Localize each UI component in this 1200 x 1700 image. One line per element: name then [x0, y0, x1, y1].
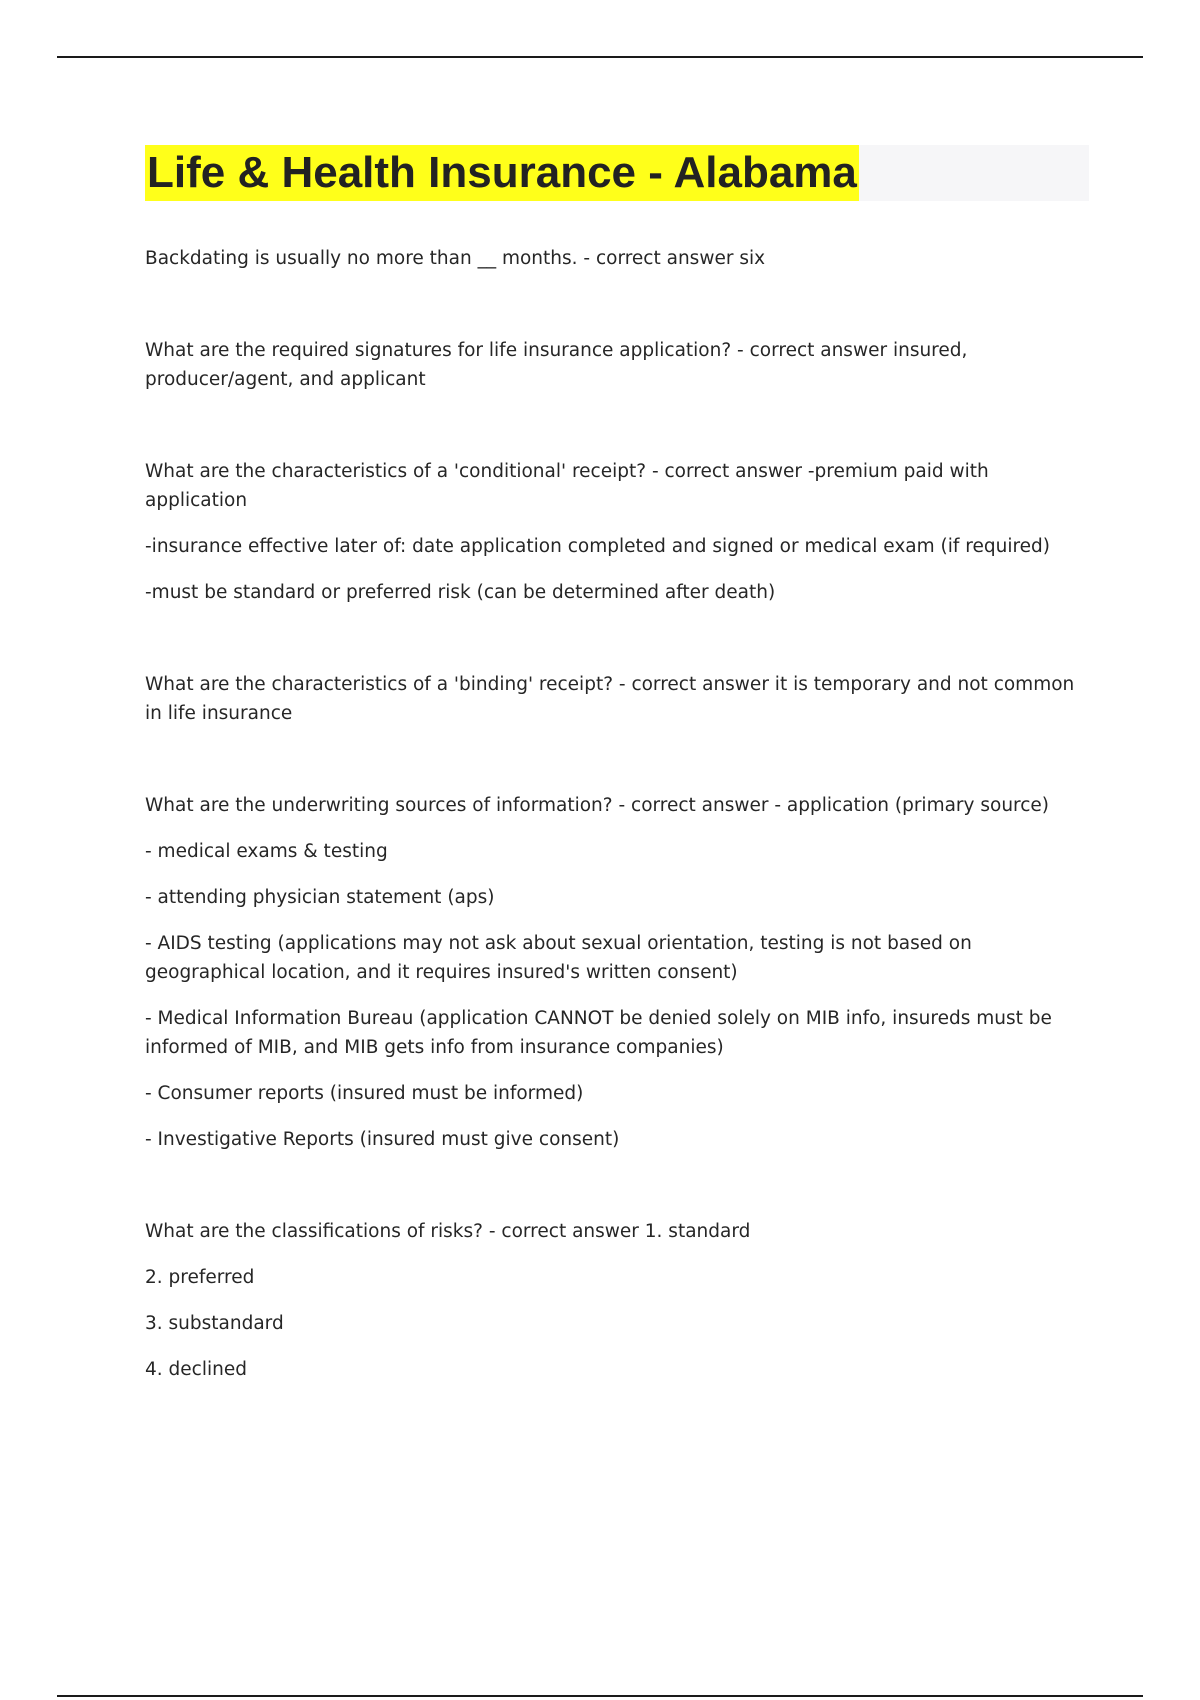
- qa-block: [145, 244, 1075, 273]
- answer-item: - Medical Information Bureau (application CANNOT be denied solely on MIB info, insureds must be informed of MIB, and MIB gets info from insurance companies): [145, 1008, 1052, 1058]
- document-title: Life & Health Insurance - Alabama: [145, 145, 859, 201]
- answer-item: -must be standard or preferred risk (can be determined after death): [145, 582, 776, 603]
- answer-item: - medical exams & testing: [145, 841, 388, 862]
- answer-item: -insurance effective later of: date application completed and signed or medical exam (if required): [145, 536, 1051, 557]
- question-paragraph: What are the characteristics of a 'conditional' receipt? - correct answer -premium paid with application: [145, 461, 989, 511]
- block-spacer: [145, 745, 1075, 791]
- qa-block: [145, 336, 1075, 394]
- page-top-rule: [57, 56, 1143, 58]
- block-spacer: [145, 1171, 1075, 1217]
- page-bottom-rule: [57, 1695, 1143, 1697]
- block-spacer: [145, 411, 1075, 457]
- answer-item: 4. declined: [145, 1359, 247, 1380]
- question-paragraph: What are the classifications of risks? - correct answer 1. standard: [145, 1221, 751, 1242]
- qa-block: [145, 791, 1075, 1154]
- document-body: [145, 244, 1075, 1401]
- answer-item: - AIDS testing (applications may not ask about sexual orientation, testing is not based on geographical location, and it requires insured's written consent): [145, 933, 972, 983]
- answer-item: 2. preferred: [145, 1267, 255, 1288]
- answer-item: - attending physician statement (aps): [145, 887, 495, 908]
- qa-block: [145, 670, 1075, 728]
- block-spacer: [145, 624, 1075, 670]
- block-spacer: [145, 290, 1075, 336]
- answer-item: - Consumer reports (insured must be informed): [145, 1083, 584, 1104]
- question-paragraph: What are the underwriting sources of information? - correct answer - application (primary source): [145, 795, 1050, 816]
- question-paragraph: What are the required signatures for life insurance application? - correct answer insured, producer/agent, and applicant: [145, 340, 968, 390]
- question-paragraph: What are the characteristics of a 'binding' receipt? - correct answer it is temporary and not common in life insurance: [145, 674, 1075, 724]
- answer-item: - Investigative Reports (insured must give consent): [145, 1129, 620, 1150]
- answer-item: 3. substandard: [145, 1313, 284, 1334]
- qa-block: [145, 457, 1075, 607]
- question-paragraph: Backdating is usually no more than __ months. - correct answer six: [145, 248, 766, 269]
- qa-block: [145, 1217, 1075, 1384]
